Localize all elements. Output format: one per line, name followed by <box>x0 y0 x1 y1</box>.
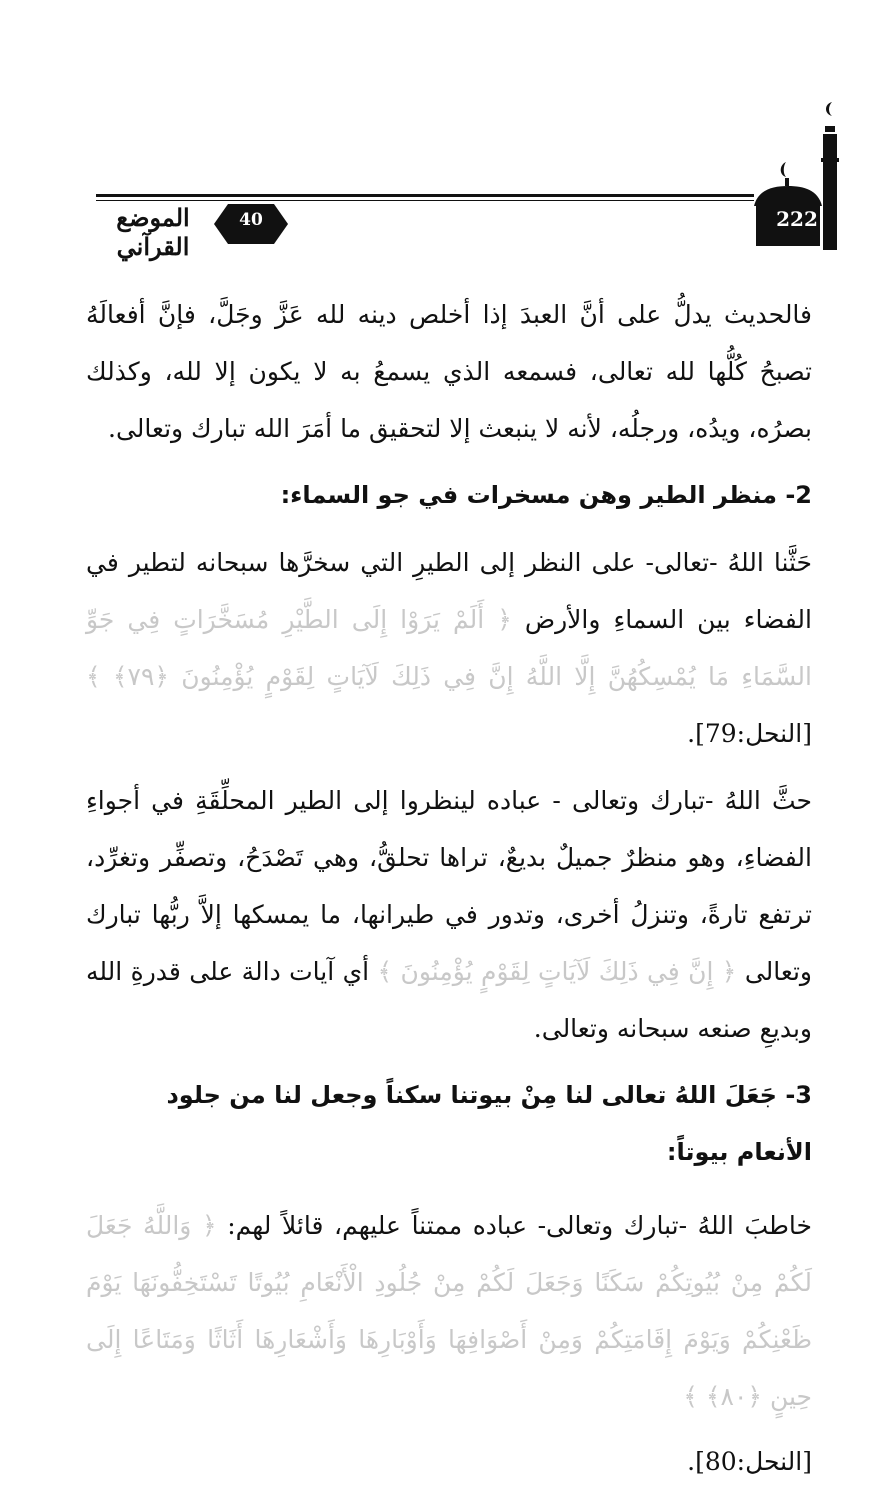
header-rule-thin <box>96 200 754 201</box>
paragraph-homes <box>86 1197 812 1425</box>
paragraph-homes-text: خاطبَ اللهُ -تبارك وتعالى- عباده ممتناً عليهم، قائلاً لهم: <box>227 1211 812 1240</box>
verse-reference-79: [النحل:79]. <box>687 719 812 748</box>
quran-verse-79: ﴿ أَلَمْ يَرَوْا إِلَى الطَّيْرِ مُسَخَّرَاتٍ فِي جَوِّ السَّمَاءِ مَا يُمْسِكُهُنَّ إِلَّا اللَّهُ إِنَّ فِي ذَلِكَ لَآيَاتٍ لِقَوْمٍ يُؤْمِنُونَ ﴿٧٩﴾ ﴾ <box>86 605 812 691</box>
page-body <box>86 286 812 1490</box>
page-header <box>0 0 876 260</box>
paragraph-birds-text: حَثَّنا اللهُ -تعالى- على النظر إلى الطيرِ التي سخرَّها سبحانه لتطير في الفضاء بين السماءِ والأرض <box>86 548 812 634</box>
header-rule <box>96 194 754 197</box>
paragraph-birds <box>86 534 812 762</box>
topic-number: 40 <box>239 210 263 230</box>
quran-verse-signs: ﴿ إِنَّ فِي ذَلِكَ لَآيَاتٍ لِقَوْمٍ يُؤْمِنُونَ ﴾ <box>377 957 737 986</box>
book-title: الموضع القرآني <box>116 203 190 261</box>
section-heading-homes: 3- جَعَلَ اللهُ تعالى لنا مِنْ بيوتنا سكناً وجعل لنا من جلود الأنعام بيوتاً: <box>166 1081 812 1166</box>
verse-reference-80: [النحل:80]. <box>687 1447 812 1476</box>
mosque-dome-icon <box>752 160 824 246</box>
paragraph-birds-flight <box>86 772 812 1057</box>
paragraph-hadith: فالحديث يدلُّ على أنَّ العبدَ إذا أخلص دينه لله عَزَّ وجَلَّ، فإنَّ أفعالَهُ تصبحُ كُلُّها لله تعالى، فسمعه الذي يسمعُ به لا يكون إلا لله، وكذلك بصرُه، ويدُه، ورجلُه، لأنه لا ينبعث إلا لتحقيق ما أمَرَ الله تبارك وتعالى. <box>86 300 812 443</box>
page-number: 222 <box>776 207 818 231</box>
paragraph-birds-flight-end: أي آيات دالة على قدرةِ الله وبديعِ صنعه سبحانه وتعالى. <box>86 957 812 1043</box>
section-heading-birds: 2- منظر الطير وهن مسخرات في جو السماء: <box>280 481 812 509</box>
paragraph-birds-flight-text: حثَّ اللهُ -تبارك وتعالى - عباده لينظروا إلى الطير المحلِّقَةِ في أجواءِ الفضاءِ، وهو منظرٌ جميلٌ بديعٌ، تراها تحلقُّ، وهي تَصْدَحُ، وتصفِّر وتغرِّد، ترتفع تارةً، وتنزلُ أخرى، وتدور في طيرانها، ما يمسكها إلاَّ ربُّها تبارك وتعالى <box>86 786 813 986</box>
quran-verse-80: ﴿ وَاللَّهُ جَعَلَ لَكُمْ مِنْ بُيُوتِكُمْ سَكَنًا وَجَعَلَ لَكُمْ مِنْ جُلُودِ الْأَنْعَامِ بُيُوتًا تَسْتَخِفُّونَهَا يَوْمَ ظَعْنِكُمْ وَيَوْمَ إِقَامَتِكُمْ وَمِنْ أَصْوَافِهَا وَأَوْبَارِهَا وَأَشْعَارِهَا أَثَاثًا وَمَتَاعًا إِلَى حِينٍ ﴿٨٠﴾ ﴾ <box>86 1211 812 1411</box>
